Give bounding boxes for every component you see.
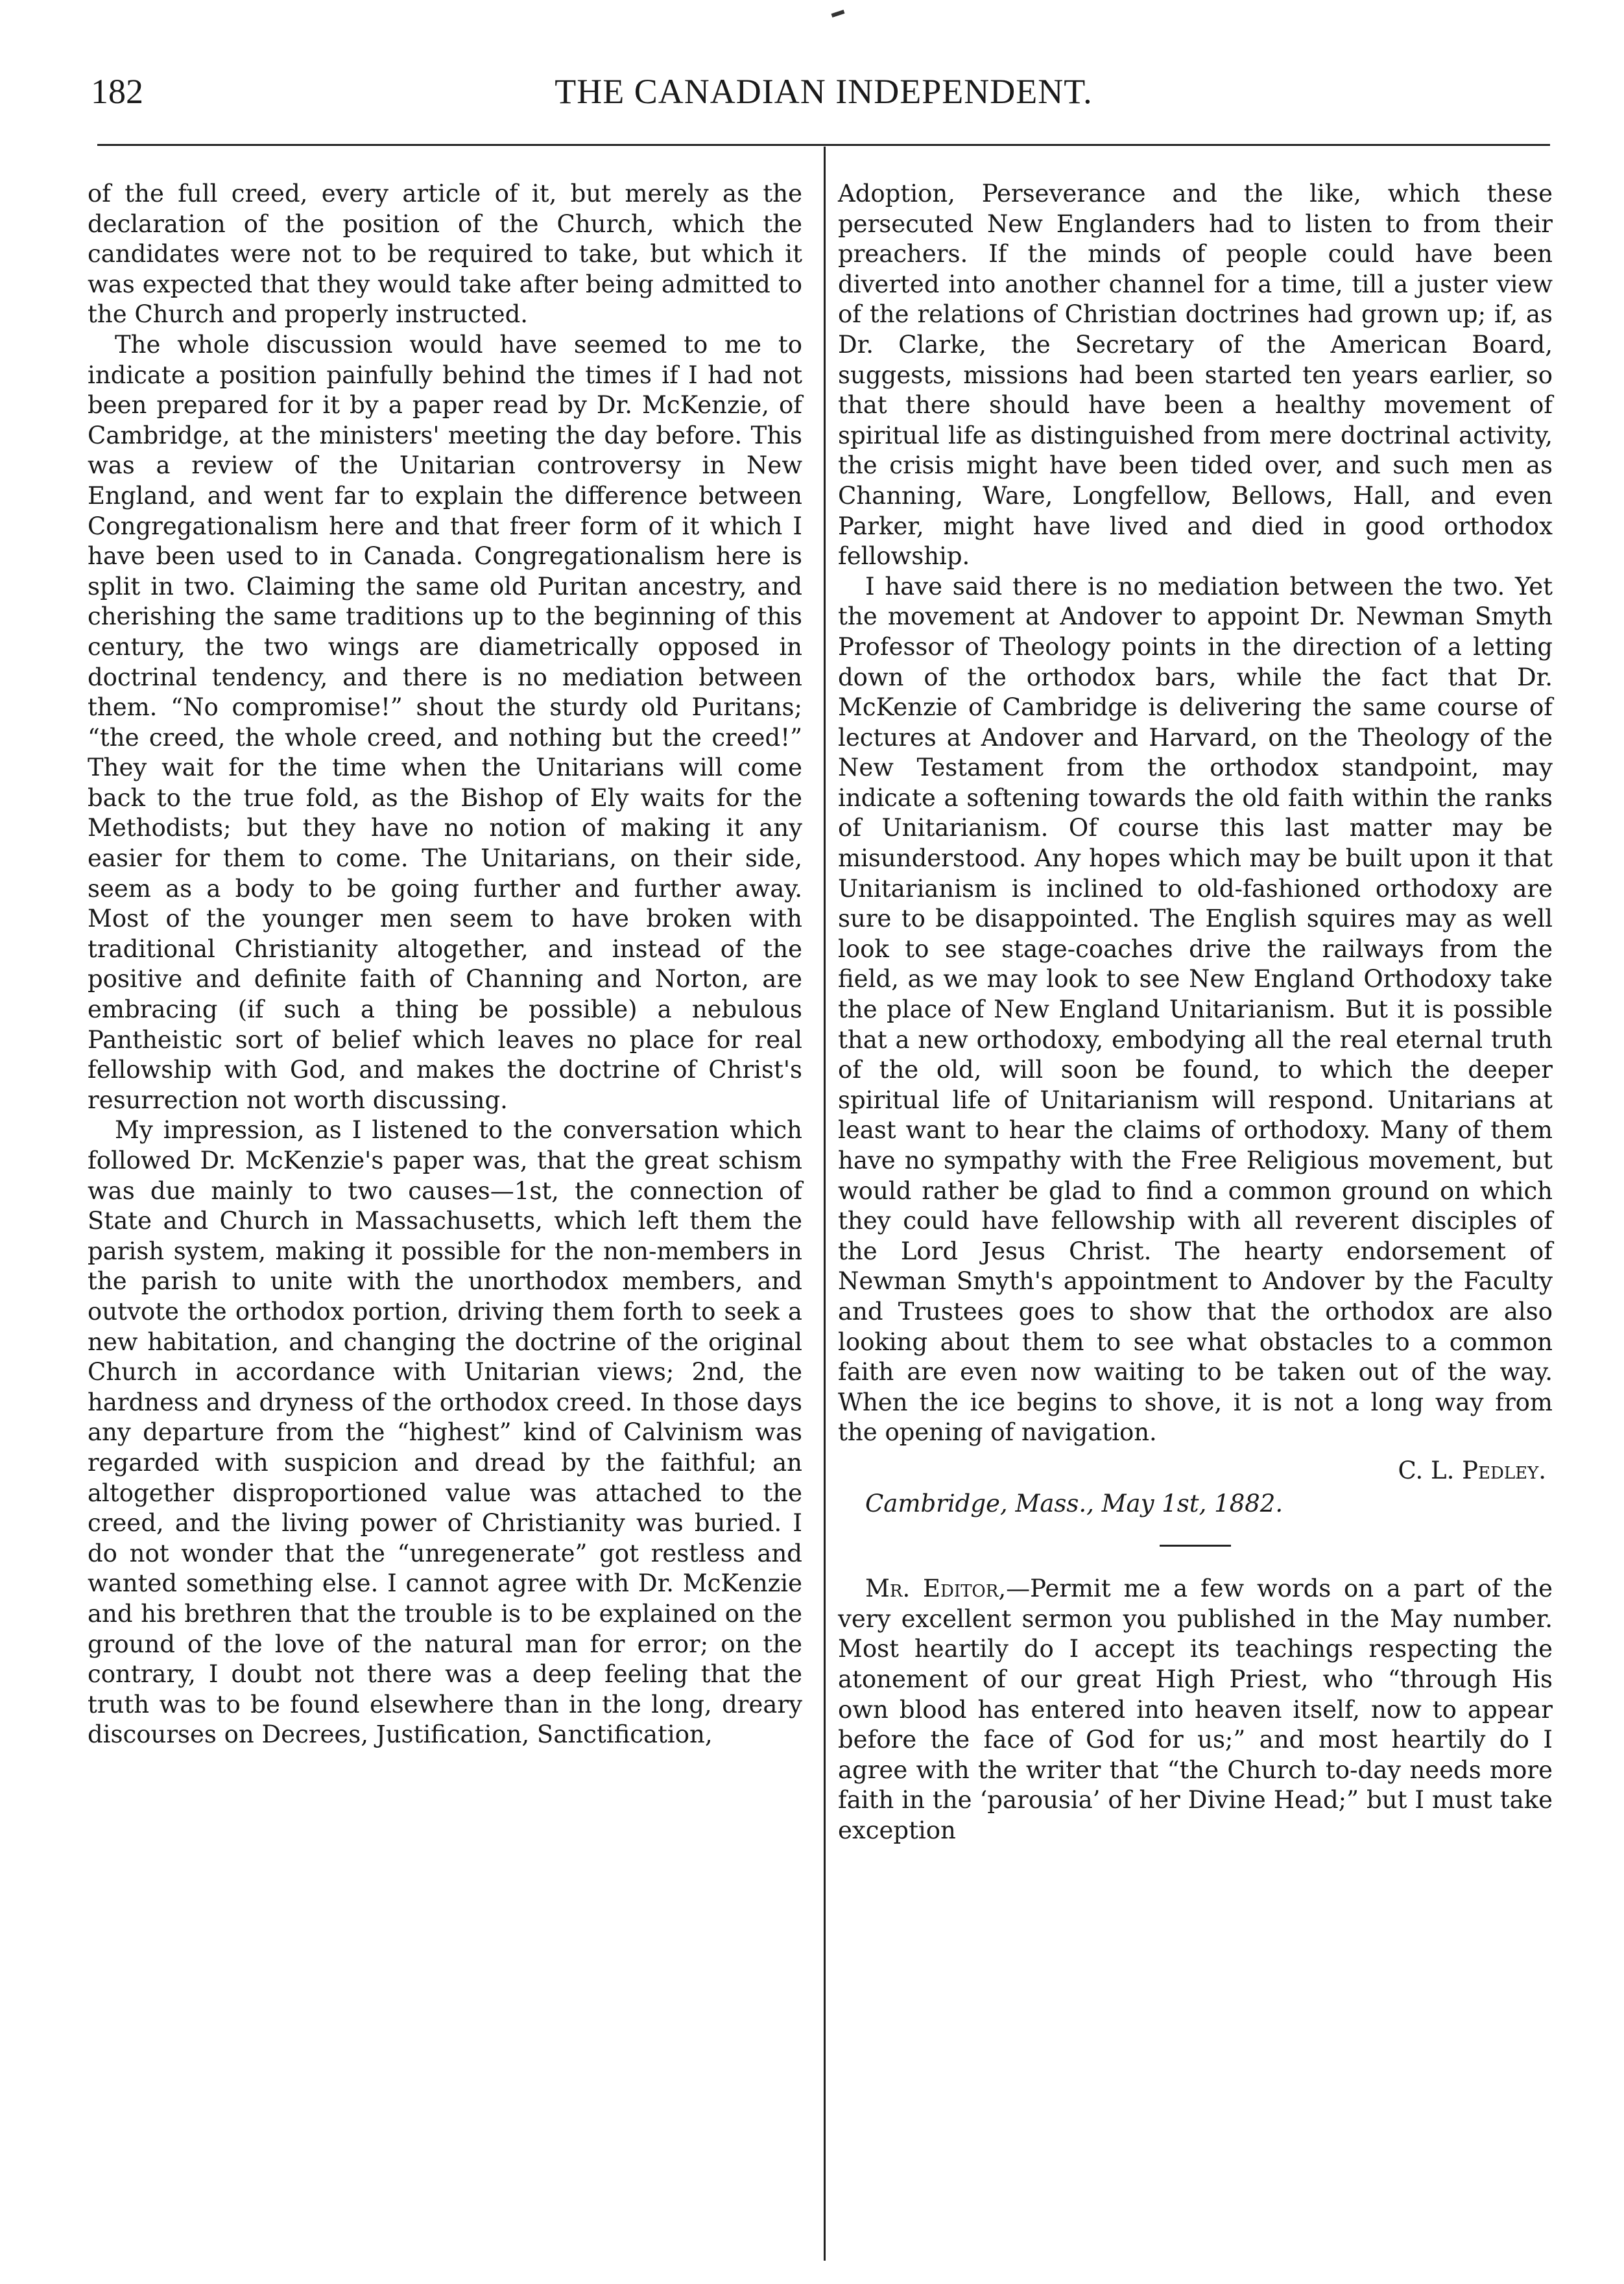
right-paragraph-1: Adoption, Perseverance and the like, which these persecuted New Englanders had to listen to from their preachers. If the minds of people could have been diverted into another channel for a time, till a juster view of the relations of Christian doctrines had grown up; if, as Dr. Clarke, the Secretary of the American Board, suggests, missions had been started ten years earlier, so that there should have been a healthy movement of spiritual life as distinguished from mere doctrinal activity, the crisis might have been tided over, and such men as Channing, Ware, Longfellow, Bellows, Hall, and even Parker, might have lived and died in good orthodox fellowship. xyxy=(838,180,1553,571)
print-mark xyxy=(831,10,845,18)
right-paragraph-2: I have said there is no mediation between the two. Yet the movement at Andover to appoint Dr. Newman Smyth Professor of Theology points in the direction of a letting down of the orthodox bars, while the fact that Dr. McKenzie of Cambridge is delivering the same course of lectures at Andover and Harvard, on the Theology of the New Testament from the orthodox standpoint, may indicate a softening towards the old faith within the ranks of Unitarianism. Of course this last matter may be misunderstood. Any hopes which may be built upon it that Unitarianism is inclined to old-fashioned orthodoxy are sure to be disappointed. The English squires may as well look to see stage-coaches drive the railways from the field, as we may look to see New England Orthodoxy take the place of New England Unitarianism. But it is possible that a new orthodoxy, embodying all the real eternal truth of the old, will soon be found, to which the deeper spiritual life of Unitarianism will respond. Unitarians at least want to hear the claims of orthodoxy. Many of them have no sympathy with the Free Religious movement, but would rather be glad to find a common ground on which they could have fellowship with all reverent disciples of the Lord Jesus Christ. The hearty endorsement of Newman Smyth's appointment to Andover by the Faculty and Trustees goes to show that the orthodox are also looking about them to see what obstacles to a common faith are even now waiting to be taken out of the way. When the ice begins to shove, it is not a long way from the opening of navigation. xyxy=(838,572,1553,1447)
letter-body: —Permit me a few words on a part of the very excellent sermon you published in the May number. Most heartily do I accept its teachings respecting the atonement of our great High Priest, who “through His own blood has entered into heaven itself, now to appear before the face of God for us;” and most heartily do I agree with the writer that “the Church to-day needs more faith in the ‘parousia’ of her Divine Head;” but I must take exception xyxy=(838,1575,1553,1844)
column-divider xyxy=(824,147,826,2261)
page-header xyxy=(84,71,1563,130)
letter-salutation: Mr. Editor, xyxy=(865,1575,1007,1603)
signature-place: Cambridge, Mass., May 1st, 1882. xyxy=(865,1489,1284,1517)
right-column xyxy=(838,179,1553,1846)
left-paragraph-2: The whole discussion would have seemed to me to indicate a position painfully behind the times if I had not been prepared for it by a paper read by Dr. McKenzie, of Cambridge, at the ministers' meeting the day before. This was a review of the Unitarian controversy in New England, and went far to explain the difference between Congregationalism here and that freer form of it which I have been used to in Canada. Congregationalism here is split in two. Claiming the same old Puritan ancestry, and cherishing the same traditions up to the beginning of this century, the two wings are diametrically opposed in doctrinal tendency, and there is no mediation between them. “No compromise!” shout the sturdy old Puritans; “the creed, the whole creed, and nothing but the creed!” They wait for the time when the Unitarians will come back to the true fold, as the Bishop of Ely waits for the Methodists; but they have no notion of making it any easier for them to come. The Unitarians, on their side, seem as a body to be going further and further away. Most of the younger men seem to have broken with traditional Christianity altogether, and instead of the positive and definite faith of Channing and Norton, are embracing (if such a thing be possible) a nebulous Pantheistic sort of belief which leaves no place for real fellowship with God, and makes the doctrine of Christ's resurrection not worth discussing. xyxy=(88,330,802,1114)
header-rule xyxy=(97,144,1550,146)
left-column xyxy=(88,179,802,1750)
section-rule xyxy=(1160,1545,1231,1547)
journal-title: THE CANADIAN INDEPENDENT. xyxy=(555,72,1093,111)
signature-name: C. L. Pedley. xyxy=(1398,1456,1546,1484)
left-paragraph-1: of the full creed, every article of it, but merely as the declaration of the position of the Church, which the candidates were not to be required to take, but which it was expected that they would take after being admitted to the Church and properly instructed. xyxy=(88,180,802,329)
left-paragraph-3: My impression, as I listened to the conversation which followed Dr. McKenzie's paper was, that the great schism was due mainly to two causes—1st, the connection of State and Church in Massachusetts, which left them the parish system, making it possible for the non-members in the parish to unite with the unorthodox members, and outvote the orthodox portion, driving them forth to seek a new habitation, and changing the doctrine of the original Church in accordance with Unitarian views; 2nd, the hardness and dryness of the orthodox creed. In those days any departure from the “highest” kind of Calvinism was regarded with suspicion and dread by the faithful; an altogether disproportioned value was attached to the creed, and the living power of Christianity was buried. I do not wonder that the “unregenerate” got restless and wanted something else. I cannot agree with Dr. McKenzie and his brethren that the trouble is to be explained on the ground of the love of the natural man for error; on the contrary, I doubt not there was a deep feeling that the truth was to be found elsewhere than in the long, dreary discourses on Decrees, Justification, Sanctification, xyxy=(88,1116,802,1749)
letter-paragraph xyxy=(838,1574,1553,1846)
page-number: 182 xyxy=(91,72,143,111)
